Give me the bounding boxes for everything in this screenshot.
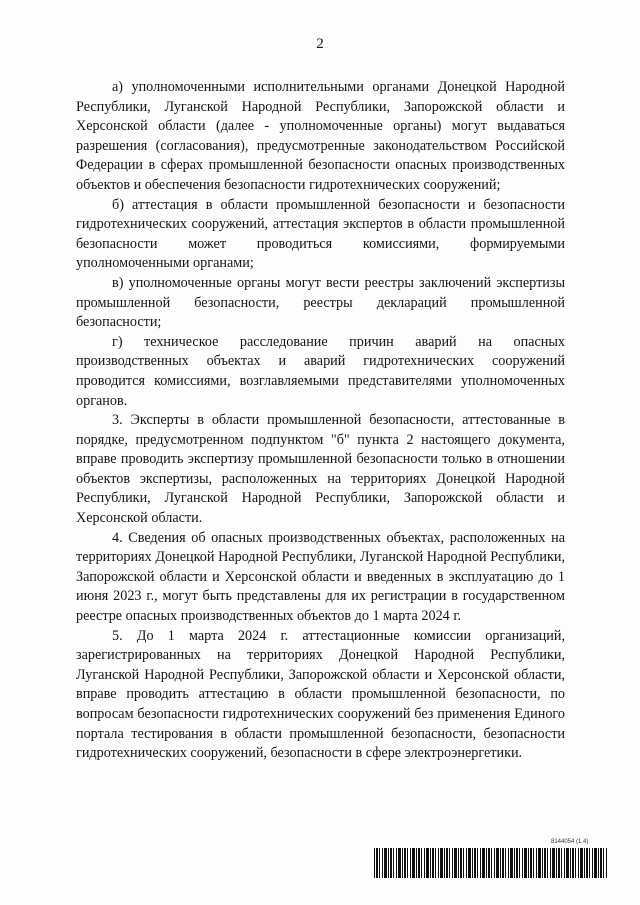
- paragraph-g: г) техническое расследование причин аварий на опасных производственных объектах и аварий гидротехнических сооружений проводится комиссиями, возглавляемыми представителями уполномоченных органов.: [76, 333, 565, 409]
- paragraph-v: в) уполномоченные органы могут вести реестры заключений экспертизы промышленной безопасности, реестры деклараций промышленной безопасности;: [76, 274, 565, 331]
- document-code: 8144054 (1.4): [551, 839, 589, 845]
- paragraph-3: 3. Эксперты в области промышленной безопасности, аттестованные в порядке, предусмотренном подпунктом "б" пункта 2 настоящего документа, вправе проводить экспертизу промышленной безопасности только в отношении объектов экспертизы, расположенных на территориях Донецкой Народной Республики, Луганской Народной Республики, Запорожской области и Херсонской области.: [76, 412, 565, 527]
- paragraph-b: б) аттестация в области промышленной безопасности и безопасности гидротехнических сооружений, аттестация экспертов в области промышленной безопасности может проводиться комиссиями, формируемыми уполномоченными органами;: [76, 196, 565, 272]
- document-body: [76, 78, 565, 764]
- page-number: 2: [316, 36, 324, 52]
- paragraph-4: 4. Сведения об опасных производственных объектах, расположенных на территориях Донецкой Народной Республики, Луганской Народной Республики, Запорожской области и Херсонской области и введенных в эксплуатацию до 1 июня 2023 г., могут быть представлены для их регистрации в государственном реестре опасных производственных объектов до 1 марта 2024 г.: [76, 529, 565, 625]
- paragraph-5: 5. До 1 марта 2024 г. аттестационные комиссии организаций, зарегистрированных на территориях Донецкой Народной Республики, Луганской Народной Республики, Запорожской области и Херсонской области, вправе проводить аттестацию в области промышленной безопасности, по вопросам безопасности гидротехнических сооружений без применения Единого портала тестирования в области промышленной безопасности, безопасности гидротехнических сооружений, безопасности в сфере электроэнергетики.: [76, 627, 565, 762]
- paragraph-a: а) уполномоченными исполнительными органами Донецкой Народной Республики, Луганской Народной Республики, Запорожской области и Херсонской области (далее - уполномоченные органы) могут выдаваться разрешения (согласования), предусмотренные законодательством Российской Федерации в сферах промышленной безопасности опасных производственных объектов и обеспечения безопасности гидротехнических сооружений;: [76, 79, 565, 193]
- barcode: [374, 848, 608, 878]
